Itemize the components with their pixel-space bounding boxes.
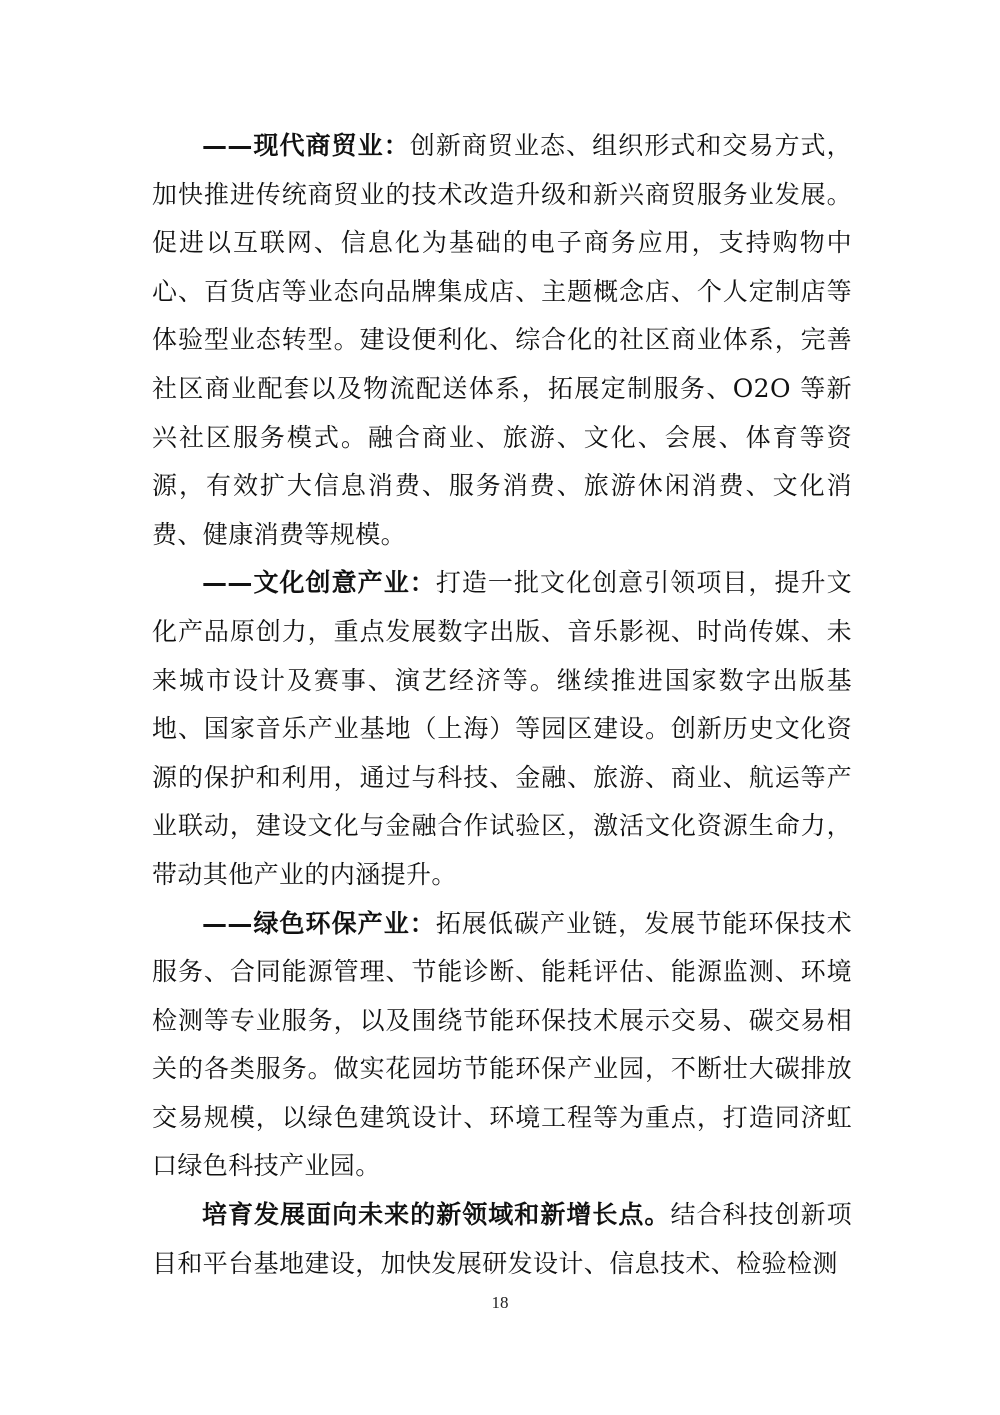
paragraph-lead: 培育发展面向未来的新领域和新增长点。: [202, 1200, 671, 1230]
paragraph-cultural-creative: [152, 559, 852, 899]
paragraph-body: 创新商贸业态、组织形式和交易方式，加快推进传统商贸业的技术改造升级和新兴商贸服务业发展。促进以互联网、信息化为基础的电子商务应用，支持购物中心、百货店等业态向品牌集成店、主题概念店、个人定制店等体验型业态转型。建设便利化、综合化的社区商业体系，完善社区商业配套以及物流配送体系，拓展定制服务、O2O 等新兴社区服务模式。融合商业、旅游、文化、会展、体育等资源，有效扩大信息消费、服务消费、旅游休闲消费、文化消费、健康消费等规模。: [152, 131, 852, 549]
page-number: 18: [491, 1293, 509, 1312]
paragraph-lead: ——现代商贸业：: [202, 131, 410, 160]
document-body: [152, 122, 852, 1288]
paragraph-lead: ——绿色环保产业：: [202, 908, 436, 938]
paragraph-body: 打造一批文化创意引领项目，提升文化产品原创力，重点发展数字出版、音乐影视、时尚传媒、未来城市设计及赛事、演艺经济等。继续推进国家数字出版基地、国家音乐产业基地（上海）等园区建设。创新历史文化资源的保护和利用，通过与科技、金融、旅游、商业、航运等产业联动，建设文化与金融合作试验区，激活文化资源生命力，带动其他产业的内涵提升。: [152, 568, 852, 889]
paragraph-body: 结合科技创新项目和平台基地建设，加快发展研发设计、信息技术、检验检测: [152, 1200, 852, 1278]
paragraph-body: 拓展低碳产业链，发展节能环保技术服务、合同能源管理、节能诊断、能耗评估、能源监测、环境检测等专业服务，以及围绕节能环保技术展示交易、碳交易相关的各类服务。做实花园坊节能环保产业园，不断壮大碳排放交易规模，以绿色建筑设计、环境工程等为重点，打造同济虹口绿色科技产业园。: [152, 908, 852, 1181]
paragraph-new-growth: [152, 1191, 852, 1288]
paragraph-modern-commerce: [152, 122, 852, 559]
paragraph-green-environment: [152, 900, 852, 1192]
paragraph-lead: ——文化创意产业：: [202, 568, 436, 598]
